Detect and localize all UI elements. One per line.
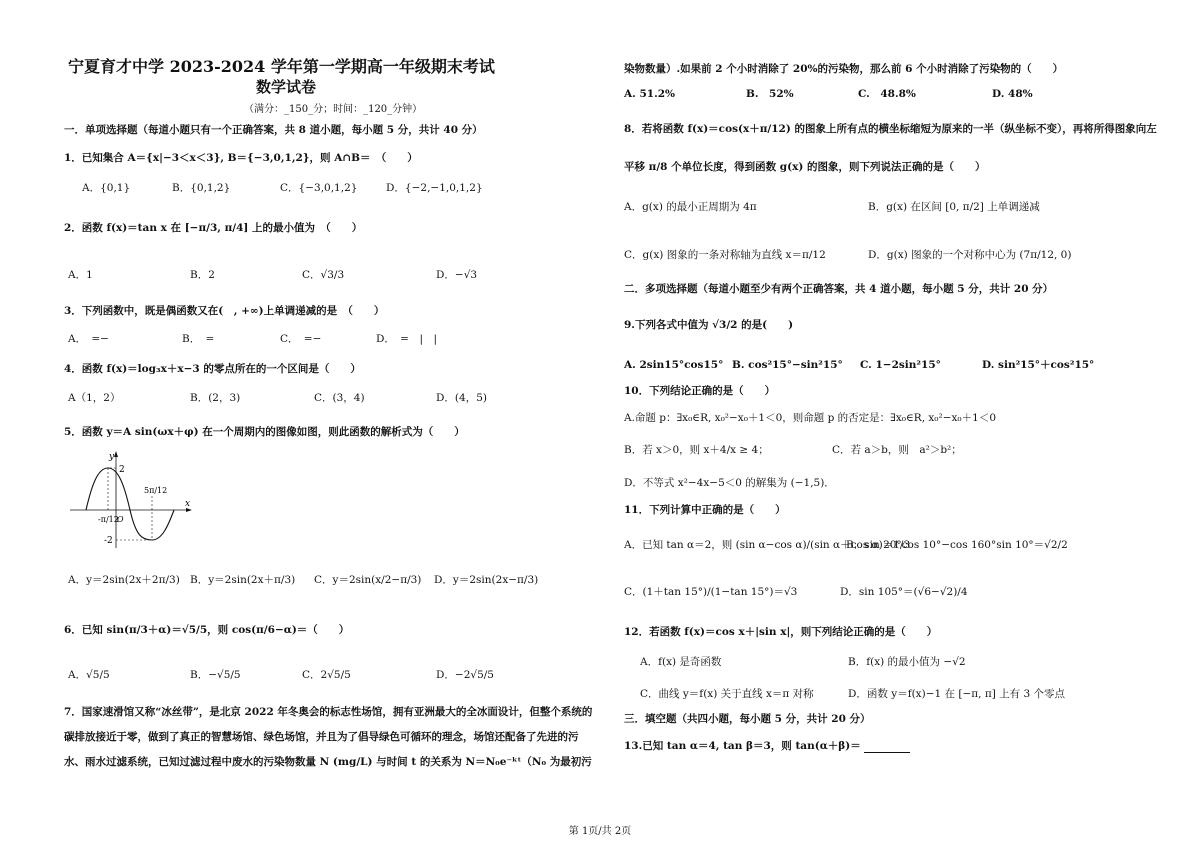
q9-option-c: C. 1−2sin²15° [860,359,941,371]
q10-option-c: C．若 a＞b，则 a²＞b²； [832,444,962,456]
question-7-line-2: 碳排放接近于零，做到了真正的智慧场馆、绿色场馆，并且为了倡导绿色可循环的理念，场馆还配备了先进的污 [64,731,579,743]
q2-option-d: D．−√3 [436,269,478,281]
q11-option-c: C．(1＋tan 15°)/(1−tan 15°)＝√3 [624,586,798,598]
q7-option-a: A. 51.2% [624,88,676,100]
q8-option-c: C．g(x) 图象的一条对称轴为直线 x＝π/12 [624,249,826,261]
graph-x-right-label: 5π/12 [144,486,168,495]
q1-option-b: B．{0,1,2} [172,182,231,194]
q9-option-b: B. cos²15°−sin²15° [732,359,843,371]
graph-origin-label: O [117,515,124,524]
q11-option-d: D．sin 105°＝(√6−√2)/4 [840,586,968,598]
question-12: 12．若函数 f(x)＝cos x＋|sin x|，则下列结论正确的是（ ） [624,626,938,638]
q11-option-b: B．sin 20°cos 10°−cos 160°sin 10°＝√2/2 [846,539,1068,551]
q12-option-c: C．曲线 y＝f(x) 关于直线 x＝π 对称 [640,688,814,700]
question-8-line-2: 平移 π/8 个单位长度，得到函数 g(x) 的图象，则下列说法正确的是（ ） [624,161,986,173]
question-13: 13.已知 tan α＝4, tan β＝3，则 tan(α＋β)＝ [624,740,861,752]
q11-option-a: A．已知 tan α＝2，则 (sin α−cos α)/(sin α＋cos α)＝1/3 [624,539,911,551]
q4-option-b: B．(2，3) [190,392,241,404]
q5-option-b: B．y＝2sin(2x＋π/3) [190,574,296,586]
q10-option-a: A.命题 p：∃x₀∈R, x₀²−x₀＋1＜0，则命题 p 的否定是：∃x₀∈R, x₀²−x₀＋1＜0 [624,412,996,424]
q12-option-d: D．函数 y＝f(x)−1 在 [−π, π] 上有 3 个零点 [848,688,1066,700]
q5-option-c: C．y＝2sin(x/2−π/3) [314,574,422,586]
question-7-line-4: 染物数量）.如果前 2 个小时消除了 20%的污染物，那么前 6 个小时消除了污染物的（ ） [624,63,1064,75]
q6-option-b: B．−√5/5 [190,669,241,681]
section-1-heading: 一．单项选择题（每道小题只有一个正确答案，共 8 道小题，每小题 5 分，共计 40 分） [64,124,483,136]
q1-option-c: C．{−3,0,1,2} [280,182,358,194]
exam-subtitle: 数学试卷 [256,78,317,96]
question-7-line-3: 水、雨水过滤系统，已知过滤过程中废水的污染物数量 N (mg/L) 与时间 t 的关系为 N＝N₀e⁻ᵏᵗ（N₀ 为最初污 [64,756,592,768]
q5-option-d: D．y＝2sin(2x−π/3) [434,574,539,586]
q13-answer-blank [864,742,910,753]
q1-option-d: D．{−2,−1,0,1,2} [386,182,483,194]
q6-option-d: D．−2√5/5 [436,669,494,681]
q7-option-d: D. 48% [992,88,1033,100]
question-11: 11．下列计算中正确的是（ ） [624,504,786,516]
page-footer: 第 1页/共 2页 [568,826,632,837]
q2-option-c: C．√3/3 [302,269,345,281]
graph-y-min-label: -2 [104,536,113,546]
q9-option-a: A. 2sin15°cos15° [624,359,724,371]
question-1: 1．已知集合 A＝{x|−3＜x＜3}, B＝{−3,0,1,2}，则 A∩B＝ （ ） [64,152,418,164]
q2-option-a: A．1 [68,269,93,281]
q9-option-d: D. sin²15°＋cos²15° [982,359,1095,371]
q7-option-b: B. 52% [746,88,794,100]
q3-option-c: C． =− [280,333,322,345]
question-13-row [624,739,910,753]
q7-option-c: C. 48.8% [858,88,916,100]
q8-option-d: D．g(x) 图象的一个对称中心为 (7π/12, 0) [868,249,1072,261]
question-5: 5．函数 y＝A sin(ωx＋φ) 在一个周期内的图像如图，则此函数的解析式为（ ） [64,426,465,438]
question-3: 3．下列函数中，既是偶函数又在( , +∞)上单调递减的是 （ ） [64,305,385,317]
q1-option-a: A．{0,1} [82,182,131,194]
q8-option-b: B．g(x) 在区间 [0, π/2] 上单调递减 [868,201,1040,213]
q4-option-a: A（1，2） [68,392,121,404]
question-4: 4．函数 f(x)＝log₃x＋x−3 的零点所在的一个区间是（ ） [64,363,361,375]
section-3-heading: 三．填空题（共四小题，每小题 5 分，共计 20 分） [624,713,871,725]
q8-option-a: A．g(x) 的最小正周期为 4π [624,201,757,213]
sine-graph [68,448,198,552]
graph-y-axis-label: y [109,452,115,462]
q10-option-d: D．不等式 x²−4x−5＜0 的解集为 (−1,5)． [624,477,835,489]
question-10: 10．下列结论正确的是（ ） [624,385,776,397]
graph-x-left-label: -π/12 [98,515,119,524]
q3-option-b: B． = [182,333,215,345]
question-7-line-1: 7．国家速滑馆又称“冰丝带”，是北京 2022 年冬奥会的标志性场馆，拥有亚洲最大的全冰面设计，但整个系统的 [64,706,593,718]
question-2: 2．函数 f(x)＝tan x 在 [−π/3, π/4] 上的最小值为 （ ） [64,222,363,234]
question-8-line-1: 8．若将函数 f(x)＝cos(x＋π/12) 的图象上所有点的横坐标缩短为原来的一半（纵坐标不变），再将所得图象向左 [624,123,1157,135]
question-9: 9.下列各式中值为 √3/2 的是( ) [624,319,794,331]
q3-option-d: D． = | | [376,333,438,345]
q10-option-b: B．若 x＞0，则 x＋4/x ≥ 4； [624,444,769,456]
score-line: （满分：_150_分；时间：_120_分钟） [244,104,423,115]
section-2-heading: 二．多项选择题（每道小题至少有两个正确答案，共 4 道小题，每小题 5 分，共计 20 分） [624,283,1054,295]
graph-y-max-label: 2 [119,465,125,475]
q12-option-a: A．f(x) 是奇函数 [640,656,722,668]
graph-x-axis-label: x [185,499,191,509]
q12-option-b: B．f(x) 的最小值为 −√2 [848,656,966,668]
question-6: 6．已知 sin(π/3＋α)＝√5/5，则 cos(π/6−α)＝（ ） [64,624,350,636]
q2-option-b: B．2 [190,269,215,281]
q4-option-d: D．(4，5) [436,392,487,404]
q4-option-c: C．(3，4) [314,392,365,404]
exam-title: 宁夏育才中学 2023-2024 学年第一学期高一年级期末考试 [68,57,495,76]
q6-option-a: A．√5/5 [68,669,110,681]
q3-option-a: A． =− [68,333,109,345]
q6-option-c: C．2√5/5 [302,669,351,681]
q5-option-a: A．y＝2sin(2x＋2π/3) [68,574,180,586]
